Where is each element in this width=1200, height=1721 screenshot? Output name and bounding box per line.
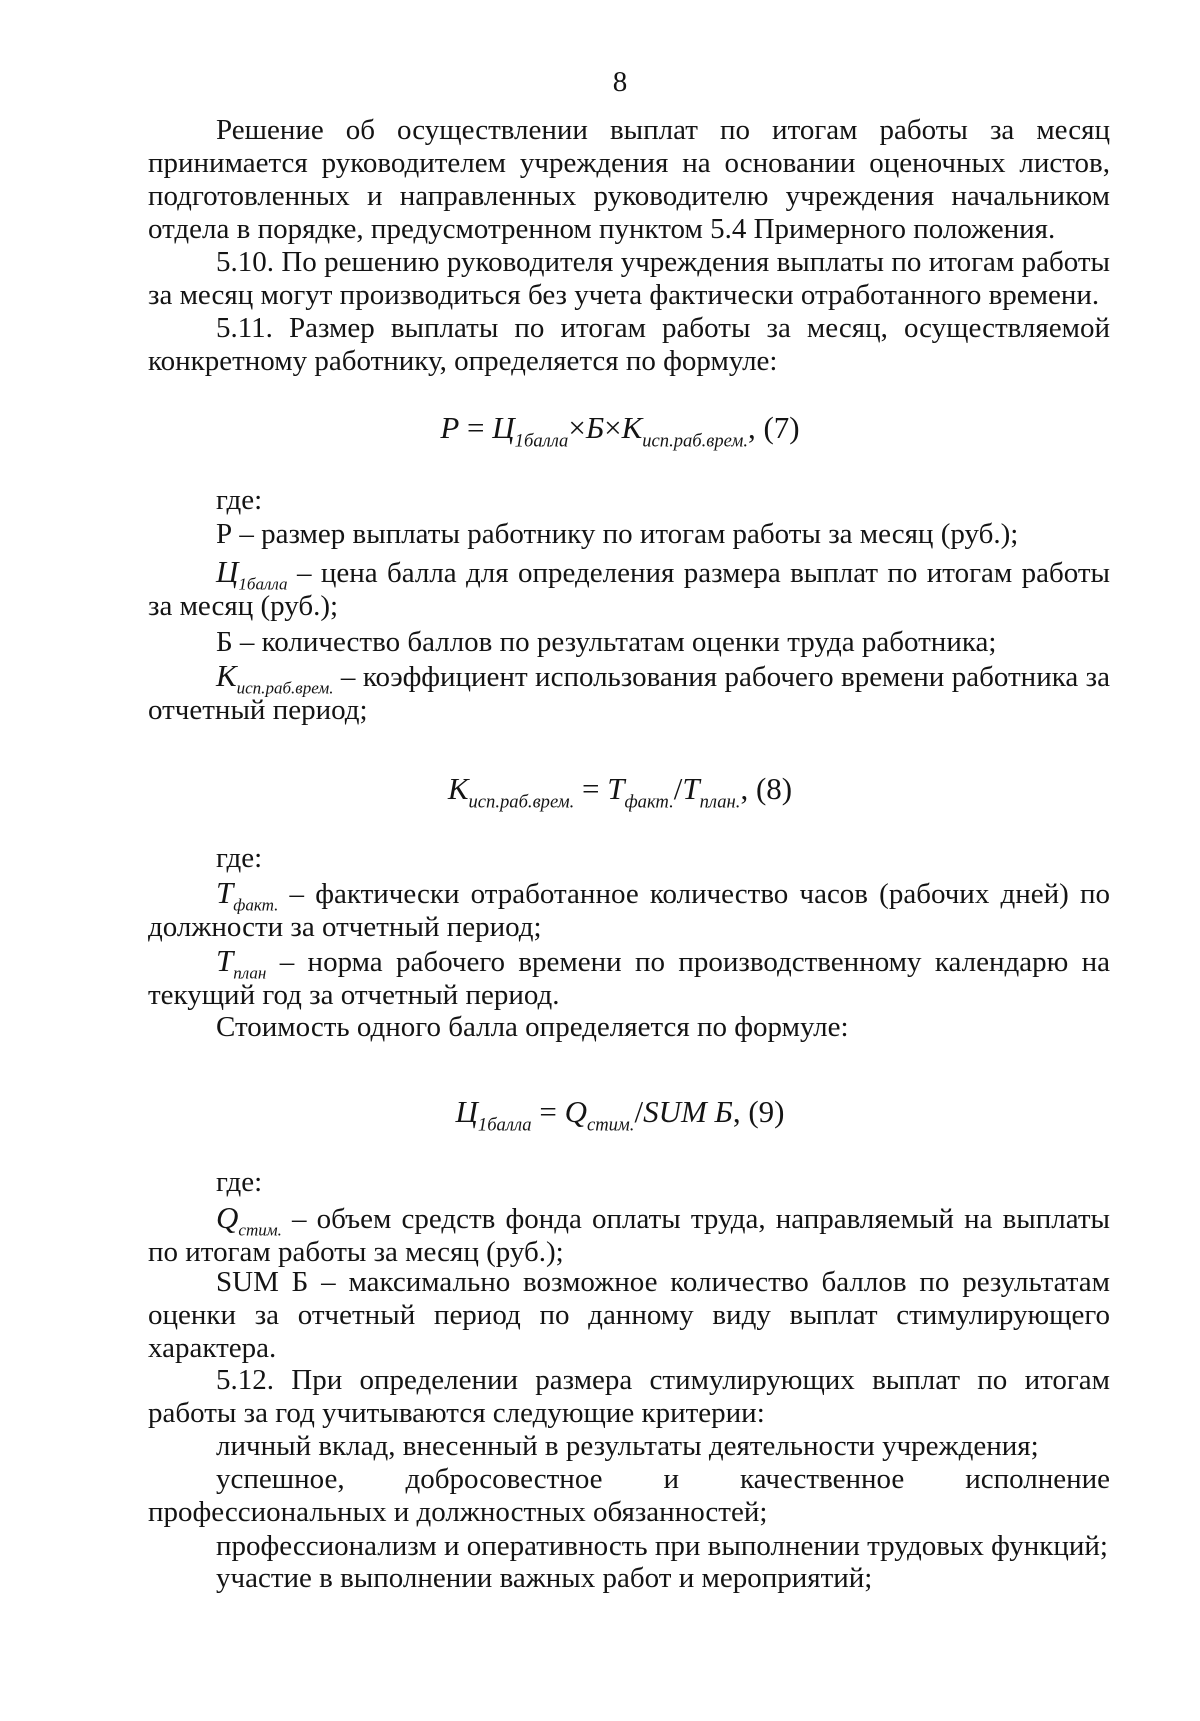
paragraph-5-11: 5.11. Размер выплаты по итогам работы за месяц, осуществляемой конкретному работнику, определяется по формуле: [148,312,1110,377]
definition-t-fact: $Т_{факт.}$ – фактически отработанное количество часов (рабочих дней) по должности за отчетный период; [148,875,1111,943]
term-k: $К_{исп.раб.врем.}$ [216,658,334,698]
term-q: $Q_{стим.}$ [216,1200,282,1240]
definition-sum: SUM Б – максимально возможное количество баллов по результатам оценки за отчетный период по данному виду выплат стимулирующего характера. [148,1266,1110,1364]
criterion-4: участие в выполнении важных работ и мероприятий; [216,1562,873,1594]
formula-7: $Р = Ц_{1балла}\times Б\times К_{исп.раб.врем.}$, (7) [440,410,800,452]
paragraph-5-10: 5.10. По решению руководителя учреждения выплаты по итогам работы за месяц могут производиться без учета фактически отработанного времени. [148,246,1110,311]
formula-8: $К_{исп.раб.врем.} = Т_{факт.}/Т_{план.}$, (8) [447,771,793,813]
term-t-fact: $Т_{факт.}$ [216,875,279,915]
where-label-1: где: [216,484,263,516]
definition-p: Р – размер выплаты работнику по итогам работы за месяц (руб.); [216,518,1019,550]
definition-b: Б – количество баллов по результатам оценки труда работника; [216,626,997,658]
criterion-2: успешное, добросовестное и качественное исполнение профессиональных и должностных обязанностей; [148,1463,1110,1528]
cost-intro: Стоимость одного балла определяется по формуле: [216,1011,849,1043]
criterion-3: профессионализм и оперативность при выполнении трудовых функций; [216,1530,1108,1562]
formula-9: $Ц_{1балла} = Q_{стим.}/SUM$ Б, (9) [455,1094,785,1136]
paragraph-payment-decision: Решение об осуществлении выплат по итогам работы за месяц принимается руководителем учреждения на основании оценочных листов, подготовленных и направленных руководителю учреждения начальником отдела в порядке, предусмотренном пунктом 5.4 Примерного положения. [148,114,1110,245]
where-label-3: где: [216,1166,263,1198]
definition-t-plan: $Т_{план}$ – норма рабочего времени по производственному календарю на текущий год за отчетный период. [148,943,1111,1011]
term-c: $Ц_{1балла}$ [216,554,288,594]
definition-c: $Ц_{1балла}$ – цена балла для определения размера выплат по итогам работы за месяц (руб.); [148,554,1110,622]
page-number: 8 [612,66,628,98]
paragraph-5-12: 5.12. При определении размера стимулирующих выплат по итогам работы за год учитываются следующие критерии: [148,1364,1110,1429]
term-t-plan: $Т_{план}$ [216,943,267,983]
criterion-1: личный вклад, внесенный в результаты деятельности учреждения; [216,1430,1039,1462]
definition-k: $К_{исп.раб.врем.}$ – коэффициент использования рабочего времени работника за отчетный период; [148,658,1110,726]
definition-q: $Q_{стим.}$ – объем средств фонда оплаты труда, направляемый на выплаты по итогам работы за месяц (руб.); [148,1200,1111,1268]
where-label-2: где: [216,842,263,874]
